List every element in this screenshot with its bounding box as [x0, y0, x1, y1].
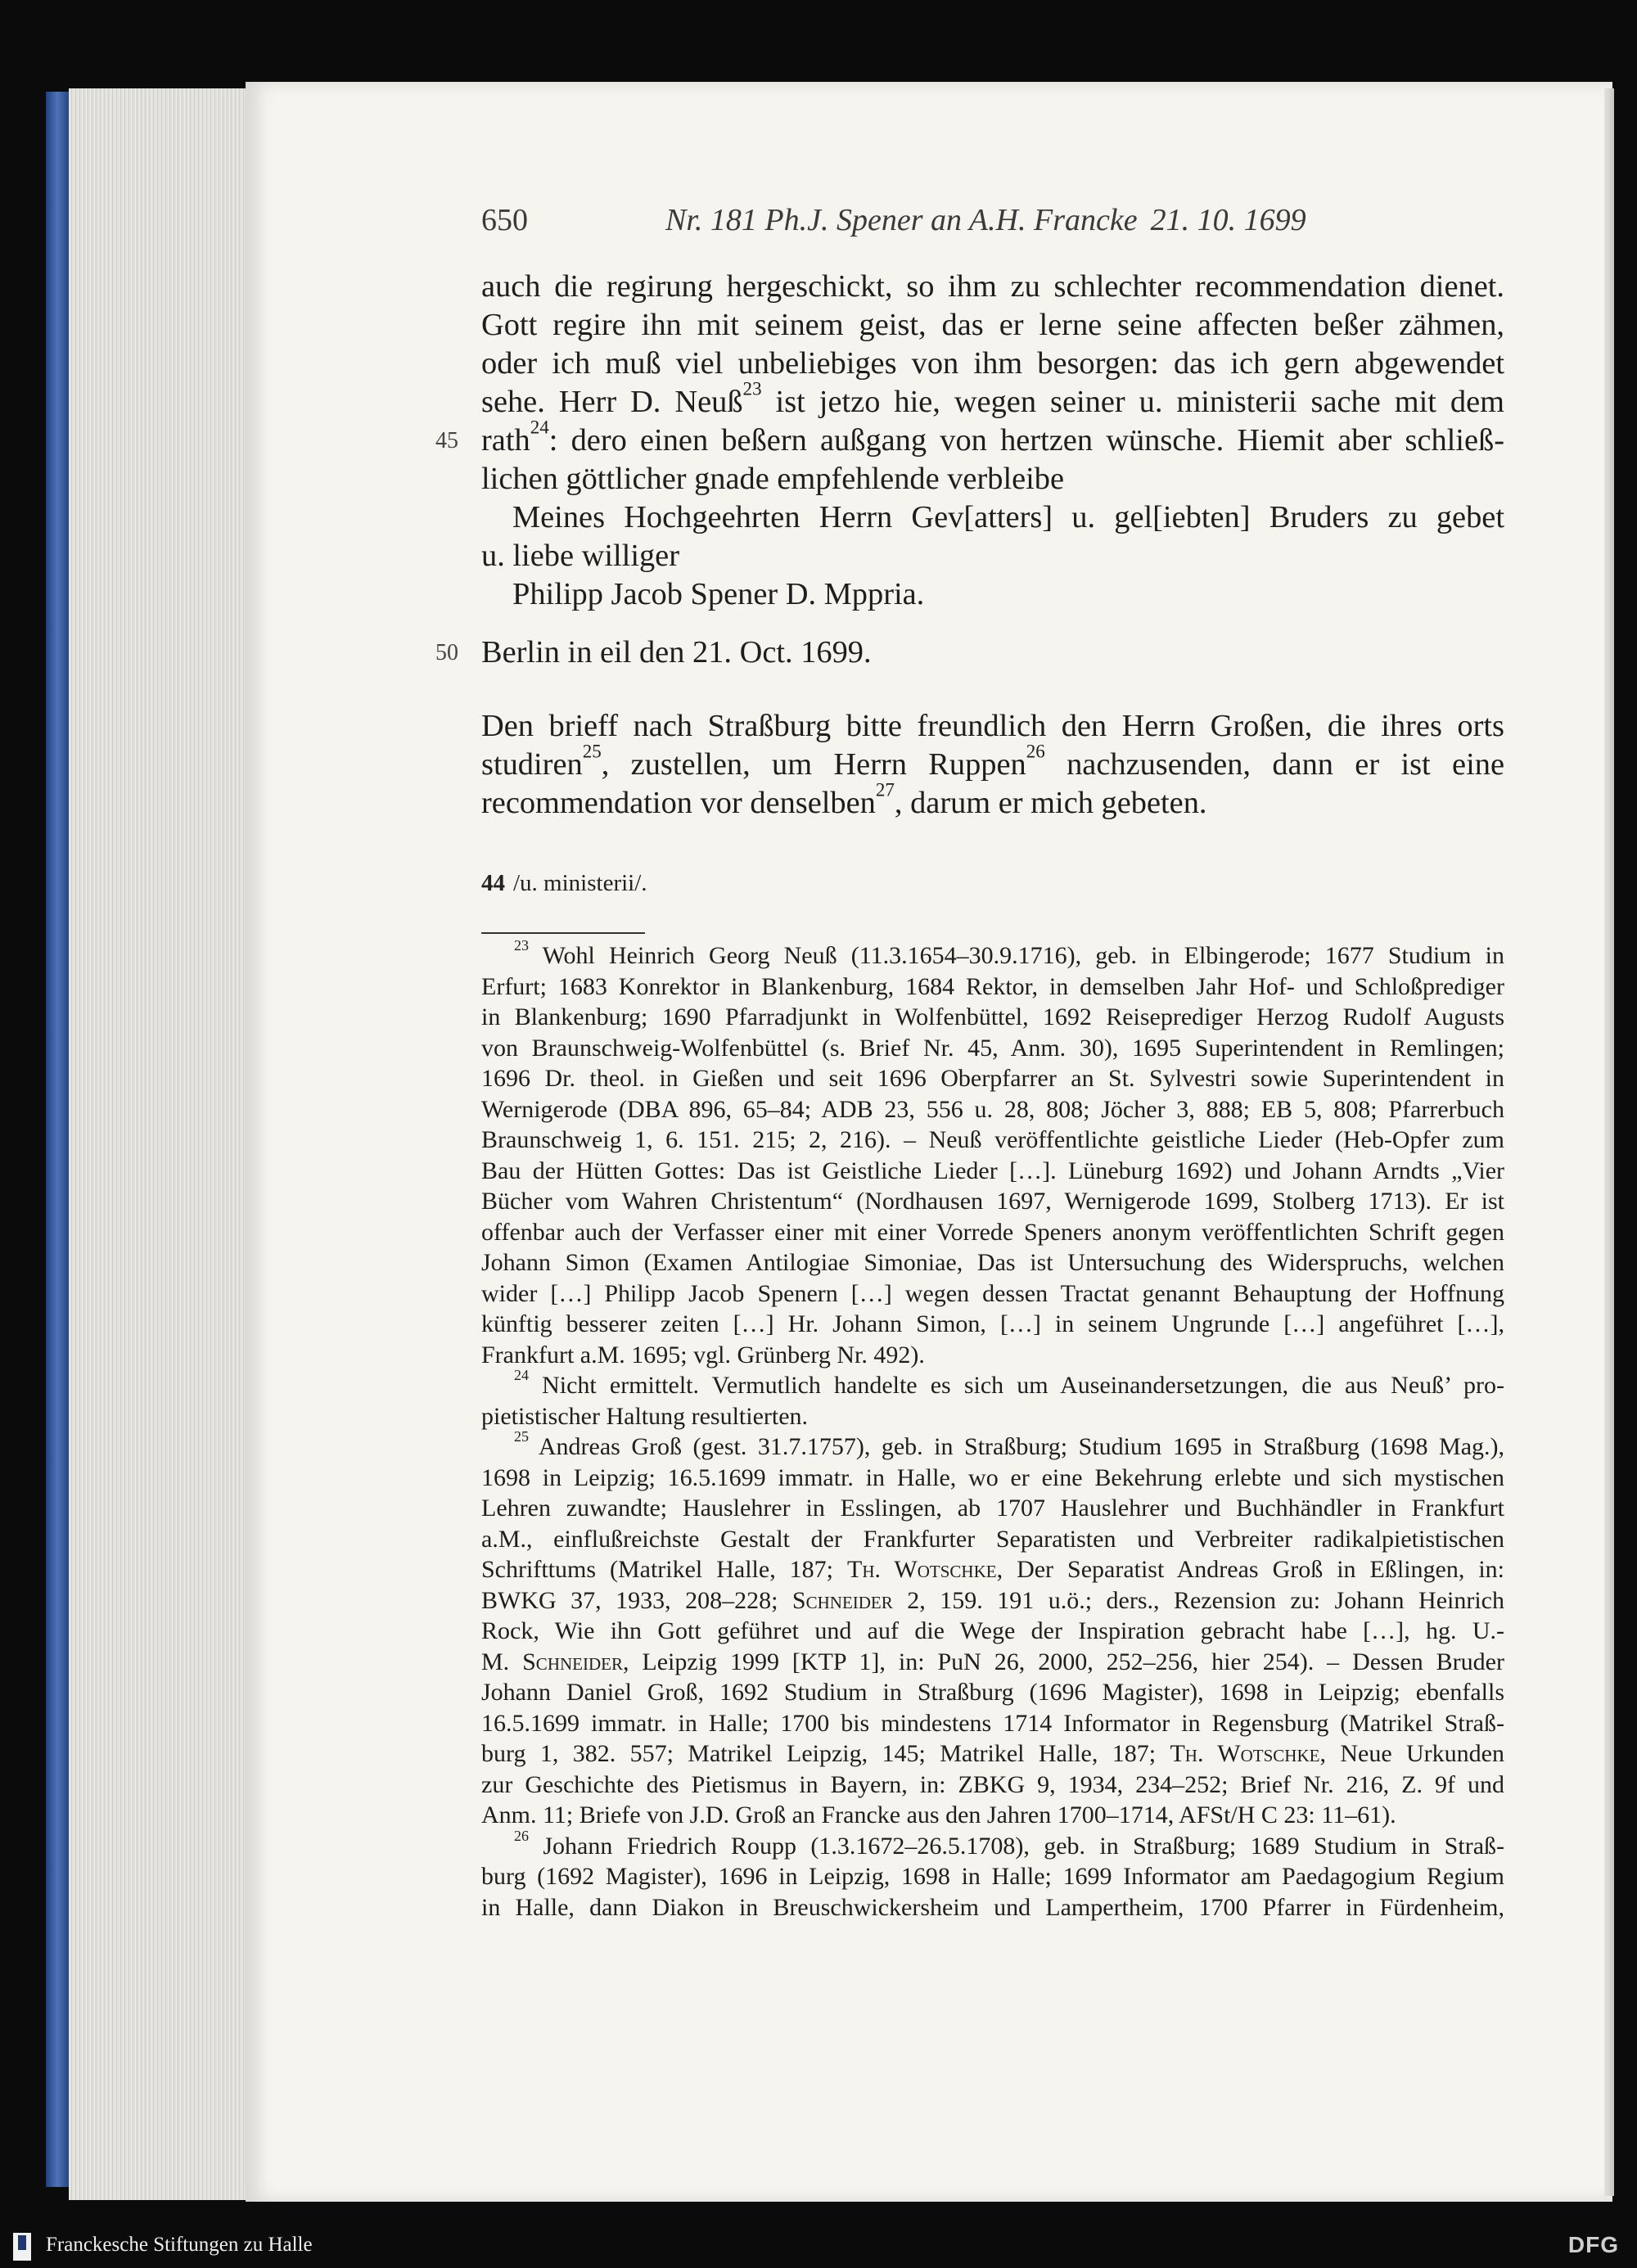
note-text: , Leipzig 1999 [KTP 1], in: PuN 26, 2000, 252–256, hier 254). – Dessen Bruder: [622, 1648, 1504, 1675]
author-name: Th. Wotschke: [847, 1556, 997, 1583]
note-line: [481, 1647, 1504, 1678]
text-line: [481, 416, 1504, 460]
author-name: Schneider: [791, 1586, 893, 1614]
text-segment: recommendation vor denselben: [481, 786, 876, 820]
footnote-26: [481, 1827, 1504, 1862]
footnote-ref-26: 26: [1026, 740, 1045, 762]
note-text: Nicht ermittelt. Vermutlich handelte es sich um Auseinandersetzungen, die aus Neuß’ pro-: [529, 1372, 1504, 1399]
postscript-line: [481, 740, 1504, 784]
apparatus-line-number: 44: [481, 870, 505, 896]
note-line: 1696 Dr. theol. in Gießen und seit 1696 Oberpfarrer an St. Sylvestri sowie Superintendent in: [481, 1065, 1504, 1092]
footnote-number: 24: [514, 1366, 529, 1383]
note-line: von Braunschweig-Wolfenbüttel (s. Brief Nr. 45, Anm. 30), 1695 Superintendent in Remlingen;: [481, 1034, 1504, 1062]
signature-line: Philipp Jacob Spener D. Mppria.: [512, 577, 925, 611]
footnotes: [481, 936, 1504, 1923]
line-number-50: 50: [435, 640, 458, 665]
footnote-rule: [481, 932, 645, 934]
spacer: [481, 614, 1504, 634]
note-line: burg (1692 Magister), 1696 in Leipzig, 1698 in Halle; 1699 Informator am Paedagogium Regium: [481, 1863, 1504, 1890]
note-text: Wohl Heinrich Georg Neuß (11.3.1654–30.9.1716), geb. in Elbingerode; 1677 Studium in: [529, 942, 1504, 969]
note-line: Rock, Wie ihn Gott geführet und auf die Wege der Inspiration gebracht habe […], hg. U.-: [481, 1617, 1504, 1644]
note-text: 2, 159. 191 u.ö.; ders., Rezension zu: Johann Heinrich: [892, 1586, 1504, 1614]
note-line: Bücher vom Wahren Christentum“ (Nordhausen 1697, Wernigerode 1699, Stolberg 1713). Er ist: [481, 1188, 1504, 1215]
footnote-24: [481, 1366, 1504, 1401]
note-text: Andreas Groß (gest. 31.7.1757), geb. in Straßburg; Studium 1695 in Straßburg (1698 Mag.),: [529, 1433, 1504, 1460]
text-line: [481, 377, 1505, 422]
note-line: künftig besserer zeiten […] Hr. Johann Simon, […] in seinem Ungrunde […] angeführet […],: [481, 1310, 1504, 1337]
postscript-line: Den brieff nach Straßburg bitte freundlich den Herrn Großen, die ihres orts: [481, 709, 1504, 743]
letter-title-text: Nr. 181 Ph.J. Spener an A.H. Francke: [665, 203, 1138, 237]
note-line: Frankfurt a.M. 1695; vgl. Grünberg Nr. 492).: [481, 1341, 925, 1368]
note-line: Anm. 11; Briefe von J.D. Groß an Francke aus den Jahren 1700–1714, AFSt/H C 23: 11–61).: [481, 1801, 1396, 1828]
line-number-45: 45: [435, 428, 458, 453]
institution-name: Franckesche Stiftungen zu Halle: [46, 2234, 313, 2256]
text-line: Meines Hochgeehrten Herrn Gev[atters] u. gel[iebten] Bruders zu gebet: [512, 500, 1504, 534]
footnote-number: 23: [514, 936, 529, 954]
letter-title: [665, 202, 1306, 238]
note-text: M.: [481, 1648, 523, 1675]
text-segment: studiren: [481, 747, 583, 782]
note-line: 1698 in Leipzig; 16.5.1699 immatr. in Halle, wo er eine Bekehrung erlebte und sich mystischen: [481, 1463, 1504, 1491]
dateline: Berlin in eil den 21. Oct. 1699.: [481, 635, 872, 670]
footnote-ref-25: 25: [582, 740, 602, 762]
text-segment: : dero einen beßern außgang von hertzen wünsche. Hiemit aber schließ-: [548, 423, 1504, 458]
letter-date: 21. 10. 1699: [1150, 203, 1306, 237]
text-line: lichen göttlicher gnade empfehlende verbleibe: [481, 462, 1065, 496]
text-line: oder ich muß viel unbeliebiges von ihm besorgen: das ich gern abgewendet: [481, 346, 1504, 381]
text-line: Gott regire ihn mit seinem geist, das er lerne seine affecten beßer zähmen,: [481, 308, 1504, 342]
note-line: Lehren zuwandte; Hauslehrer in Esslingen, ab 1707 Hauslehrer und Buchhändler in Frankfurt: [481, 1495, 1504, 1522]
page-number: 650: [481, 203, 528, 237]
apparatus-text: /u. ministerii/.: [513, 870, 647, 896]
note-line: Johann Daniel Groß, 1692 Studium in Straßburg (1696 Magister), 1698 in Leipzig; ebenfalls: [481, 1679, 1504, 1706]
page-edges: [69, 88, 249, 2200]
text-segment: sehe. Herr D. Neuß: [481, 385, 743, 419]
note-text: , Der Separatist Andreas Groß in Eßlingen, in:: [996, 1556, 1504, 1583]
note-line: [481, 1554, 1504, 1585]
note-line: Wernigerode (DBA 896, 65–84; ADB 23, 556 u. 28, 808; Jöcher 3, 888; EB 5, 808; Pfarrerbuch: [481, 1095, 1504, 1123]
letter-text: [435, 268, 1505, 823]
text-segment: , darum er mich gebeten.: [894, 786, 1207, 820]
viewer-footer: [0, 2225, 1637, 2268]
note-line: a.M., einflußreichste Gestalt der Frankfurter Separatisten und Verbreiter radikalpietistischen: [481, 1525, 1504, 1553]
text-line: auch die regirung hergeschickt, so ihm zu schlechter recommendation dienet.: [481, 269, 1504, 304]
text-segment: ist jetzo hie, wegen seiner u. ministerii sache mit dem: [761, 385, 1505, 419]
note-line: zur Geschichte des Pietismus in Bayern, in: ZBKG 9, 1934, 234–252; Brief Nr. 216, Z. 9f und: [481, 1770, 1504, 1798]
footnote-ref-24: 24: [530, 416, 549, 438]
author-name: Schneider: [522, 1648, 623, 1675]
note-text: Schrifttums (Matrikel Halle, 187;: [481, 1556, 847, 1583]
text-segment: nachzusenden, dann er ist eine: [1044, 747, 1504, 782]
text-line: u. liebe williger: [481, 539, 680, 573]
note-line: Johann Simon (Examen Antilogiae Simoniae, Das ist Untersuchung des Widerspruchs, welchen: [481, 1249, 1504, 1276]
footnote-25: [481, 1427, 1504, 1463]
postscript-line: [481, 778, 1504, 823]
note-line: in Halle, dann Diakon in Breuschwickersheim und Lampertheim, 1700 Pfarrer in Fürdenheim,: [481, 1893, 1504, 1921]
note-text: burg 1, 382. 557; Matrikel Leipzig, 145; Matrikel Halle, 187;: [481, 1740, 1170, 1767]
book-spine: [46, 92, 69, 2187]
note-line: [481, 1585, 1504, 1616]
note-line: in Blankenburg; 1690 Pfarradjunkt in Wolfenbüttel, 1692 Reiseprediger Herzog Rudolf Augusts: [481, 1003, 1504, 1030]
note-text: , Neue Urkunden: [1319, 1740, 1504, 1767]
spacer: [481, 672, 1504, 707]
institution-logo-icon: [13, 2233, 31, 2261]
footnote-number: 25: [514, 1427, 529, 1445]
critical-apparatus: [481, 870, 647, 897]
dfg-logo: DFG: [1567, 2232, 1619, 2257]
note-line: Bau der Hütten Gottes: Das ist Geistliche Lieder […]. Lüneburg 1692) und Johann Arndts „Vier: [481, 1157, 1504, 1184]
text-segment: , zustellen, um Herrn Ruppen: [601, 747, 1026, 782]
footnote-number: 26: [514, 1827, 529, 1844]
footnote-23: [481, 936, 1504, 972]
author-name: Th. Wotschke: [1170, 1740, 1320, 1767]
note-line: Erfurt; 1683 Konrektor in Blankenburg, 1684 Rektor, in demselben Jahr Hof- und Schloßprediger: [481, 972, 1504, 1000]
note-line: wider […] Philipp Jacob Spenern […] wegen dessen Tractat genannt Behauptung der Hoffnung: [481, 1279, 1504, 1307]
text-segment: rath: [481, 423, 530, 458]
note-line: offenbar auch der Verfasser einer mit einer Vorrede Speners anonym veröffentlichten Schrift gegen: [481, 1218, 1504, 1246]
note-text: Johann Friedrich Roupp (1.3.1672–26.5.1708), geb. in Straßburg; 1689 Studium in Straß-: [529, 1832, 1504, 1860]
page-bleed: [1604, 88, 1614, 2196]
note-line: pietistischer Haltung resultierten.: [481, 1402, 809, 1430]
note-line: [481, 1738, 1504, 1770]
note-text: BWKG 37, 1933, 208–228;: [481, 1586, 792, 1614]
footnote-ref-27: 27: [875, 778, 895, 800]
note-line: 16.5.1699 immatr. in Halle; 1700 bis mindestens 1714 Informator in Regensburg (Matrikel Straß-: [481, 1709, 1504, 1737]
footnote-ref-23: 23: [742, 377, 762, 399]
note-line: Braunschweig 1, 6. 151. 215; 2, 216). – Neuß veröffentlichte geistliche Lieder (Heb-Opfer zum: [481, 1126, 1504, 1153]
